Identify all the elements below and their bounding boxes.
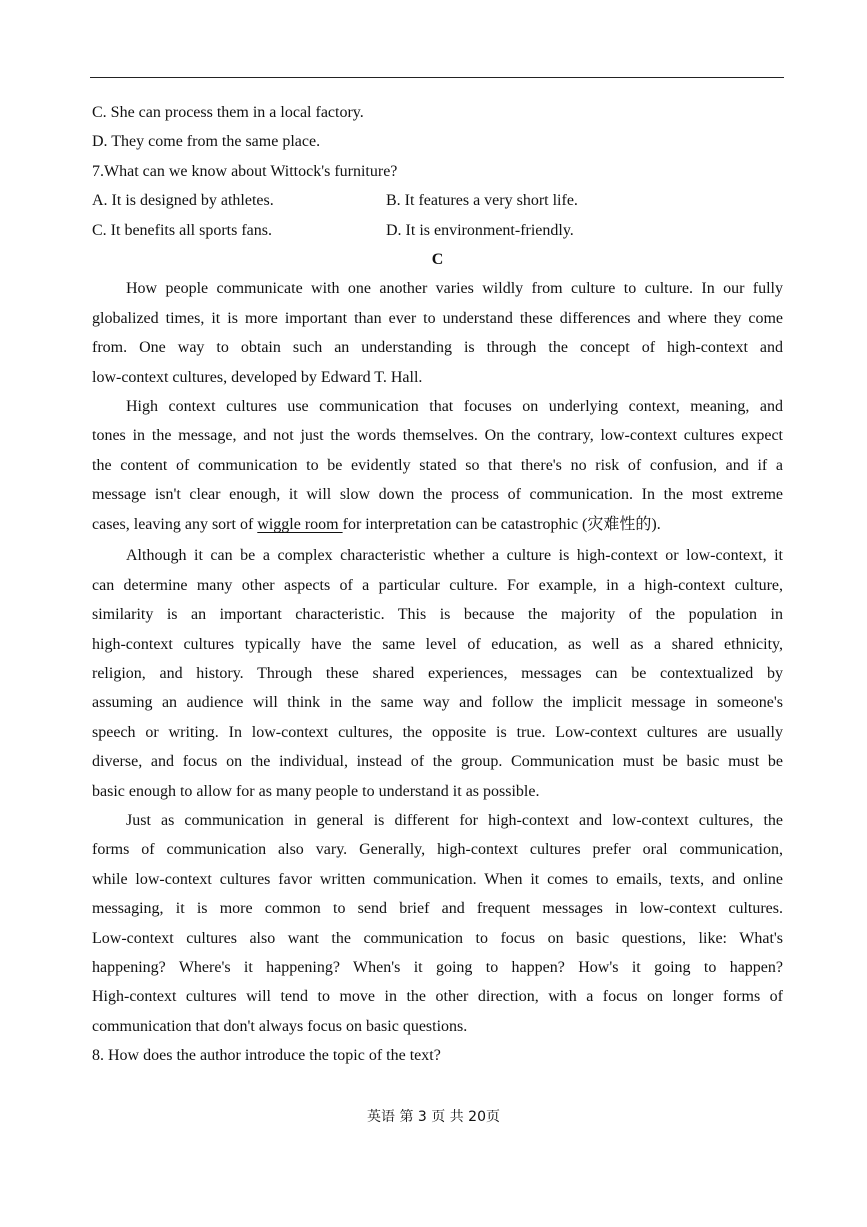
q8-stem: 8. How does the author introduce the topic of the text? bbox=[92, 1047, 441, 1065]
page-footer: 英语 第 3 页 共 20页 bbox=[367, 1109, 500, 1125]
paragraph-1-line: How people communicate with one another varies wildly from culture to culture. In our fully bbox=[126, 280, 783, 298]
paragraph-2-line: the content of communication to be evidently stated so that there's no risk of confusion, and if a bbox=[92, 456, 783, 474]
paragraph-1-line: globalized times, it is more important than ever to understand these differences and where they come bbox=[92, 309, 783, 327]
page-content bbox=[92, 98, 783, 1071]
paragraph-3-line: can determine many other aspects of a particular culture. For example, in a high-context culture, bbox=[92, 576, 783, 594]
q7-option-c: C. It benefits all sports fans. bbox=[92, 221, 272, 239]
q7-stem: 7.What can we know about Wittock's furniture? bbox=[92, 162, 398, 180]
section-heading: C bbox=[431, 250, 444, 268]
paragraph-4-line: Low-context cultures also want the communication to focus on basic questions, like: What's bbox=[92, 929, 783, 947]
paragraph-2-line: High context cultures use communication that focuses on underlying context, meaning, and bbox=[126, 397, 783, 415]
paragraph-3-line: diverse, and focus on the individual, instead of the group. Communication must be basic must be bbox=[92, 753, 783, 771]
paragraph-3-line: high-context cultures typically have the same level of education, as well as a shared ethnicity, bbox=[92, 635, 783, 653]
text: cases, leaving any sort of bbox=[92, 516, 258, 534]
q6-option-c: C. She can process them in a local factory. bbox=[92, 104, 364, 121]
paragraph-1-line: from. One way to obtain such an understanding is through the concept of high-context and bbox=[92, 339, 783, 357]
q7-option-b: B. It features a very short life. bbox=[386, 192, 578, 210]
paragraph-3-line: speech or writing. In low-context cultures, the opposite is true. Low-context cultures are usually bbox=[92, 723, 783, 741]
paragraph-4-line: forms of communication also vary. Generally, high-context cultures prefer oral communication, bbox=[92, 841, 783, 859]
paragraph-2-line: message isn't clear enough, it will slow down the process of communication. In the most extreme bbox=[92, 486, 783, 504]
paragraph-3-line: assuming an audience will think in the same way and follow the implicit message in someone's bbox=[92, 694, 783, 712]
q7-option-d: D. It is environment-friendly. bbox=[386, 221, 574, 239]
paragraph-3-line: similarity is an important characteristic. This is because the majority of the population in bbox=[92, 606, 783, 624]
q6-option-d: D. They come from the same place. bbox=[92, 133, 321, 151]
paragraph-2-line: tones in the message, and not just the words themselves. On the contrary, low-context cultures expect bbox=[92, 427, 783, 445]
paragraph-4-line: happening? Where's it happening? When's it going to happen? How's it going to happen? bbox=[92, 958, 783, 976]
text: for interpretation can be catastrophic (灾难性的). bbox=[342, 516, 661, 534]
paragraph-4-line: messaging, it is more common to send brief and frequent messages in low-context cultures. bbox=[92, 900, 783, 918]
paragraph-4-line: while low-context cultures favor written communication. When it comes to emails, texts, and online bbox=[92, 870, 783, 888]
paragraph-2-line bbox=[92, 509, 783, 541]
paragraph-3-line: basic enough to allow for as many people to understand it as possible. bbox=[92, 782, 540, 800]
paragraph-1-line: low-context cultures, developed by Edward T. Hall. bbox=[92, 368, 423, 386]
paragraph-3-line: religion, and history. Through these shared experiences, messages can be contextualized by bbox=[92, 665, 783, 683]
paragraph-4-line: High-context cultures will tend to move in the other direction, with a focus on longer forms of bbox=[92, 988, 783, 1006]
q7-options-row2 bbox=[92, 216, 783, 245]
header-rule bbox=[90, 77, 784, 78]
paragraph-3-line: Although it can be a complex characteristic whether a culture is high-context or low-context, it bbox=[126, 547, 783, 565]
q7-option-a: A. It is designed by athletes. bbox=[92, 192, 274, 210]
underlined-phrase: wiggle room bbox=[257, 516, 343, 534]
paragraph-4-line: Just as communication in general is different for high-context and low-context cultures, the bbox=[126, 811, 783, 829]
q7-options-row1 bbox=[92, 186, 783, 215]
paragraph-4-line: communication that don't always focus on basic questions. bbox=[92, 1017, 468, 1035]
